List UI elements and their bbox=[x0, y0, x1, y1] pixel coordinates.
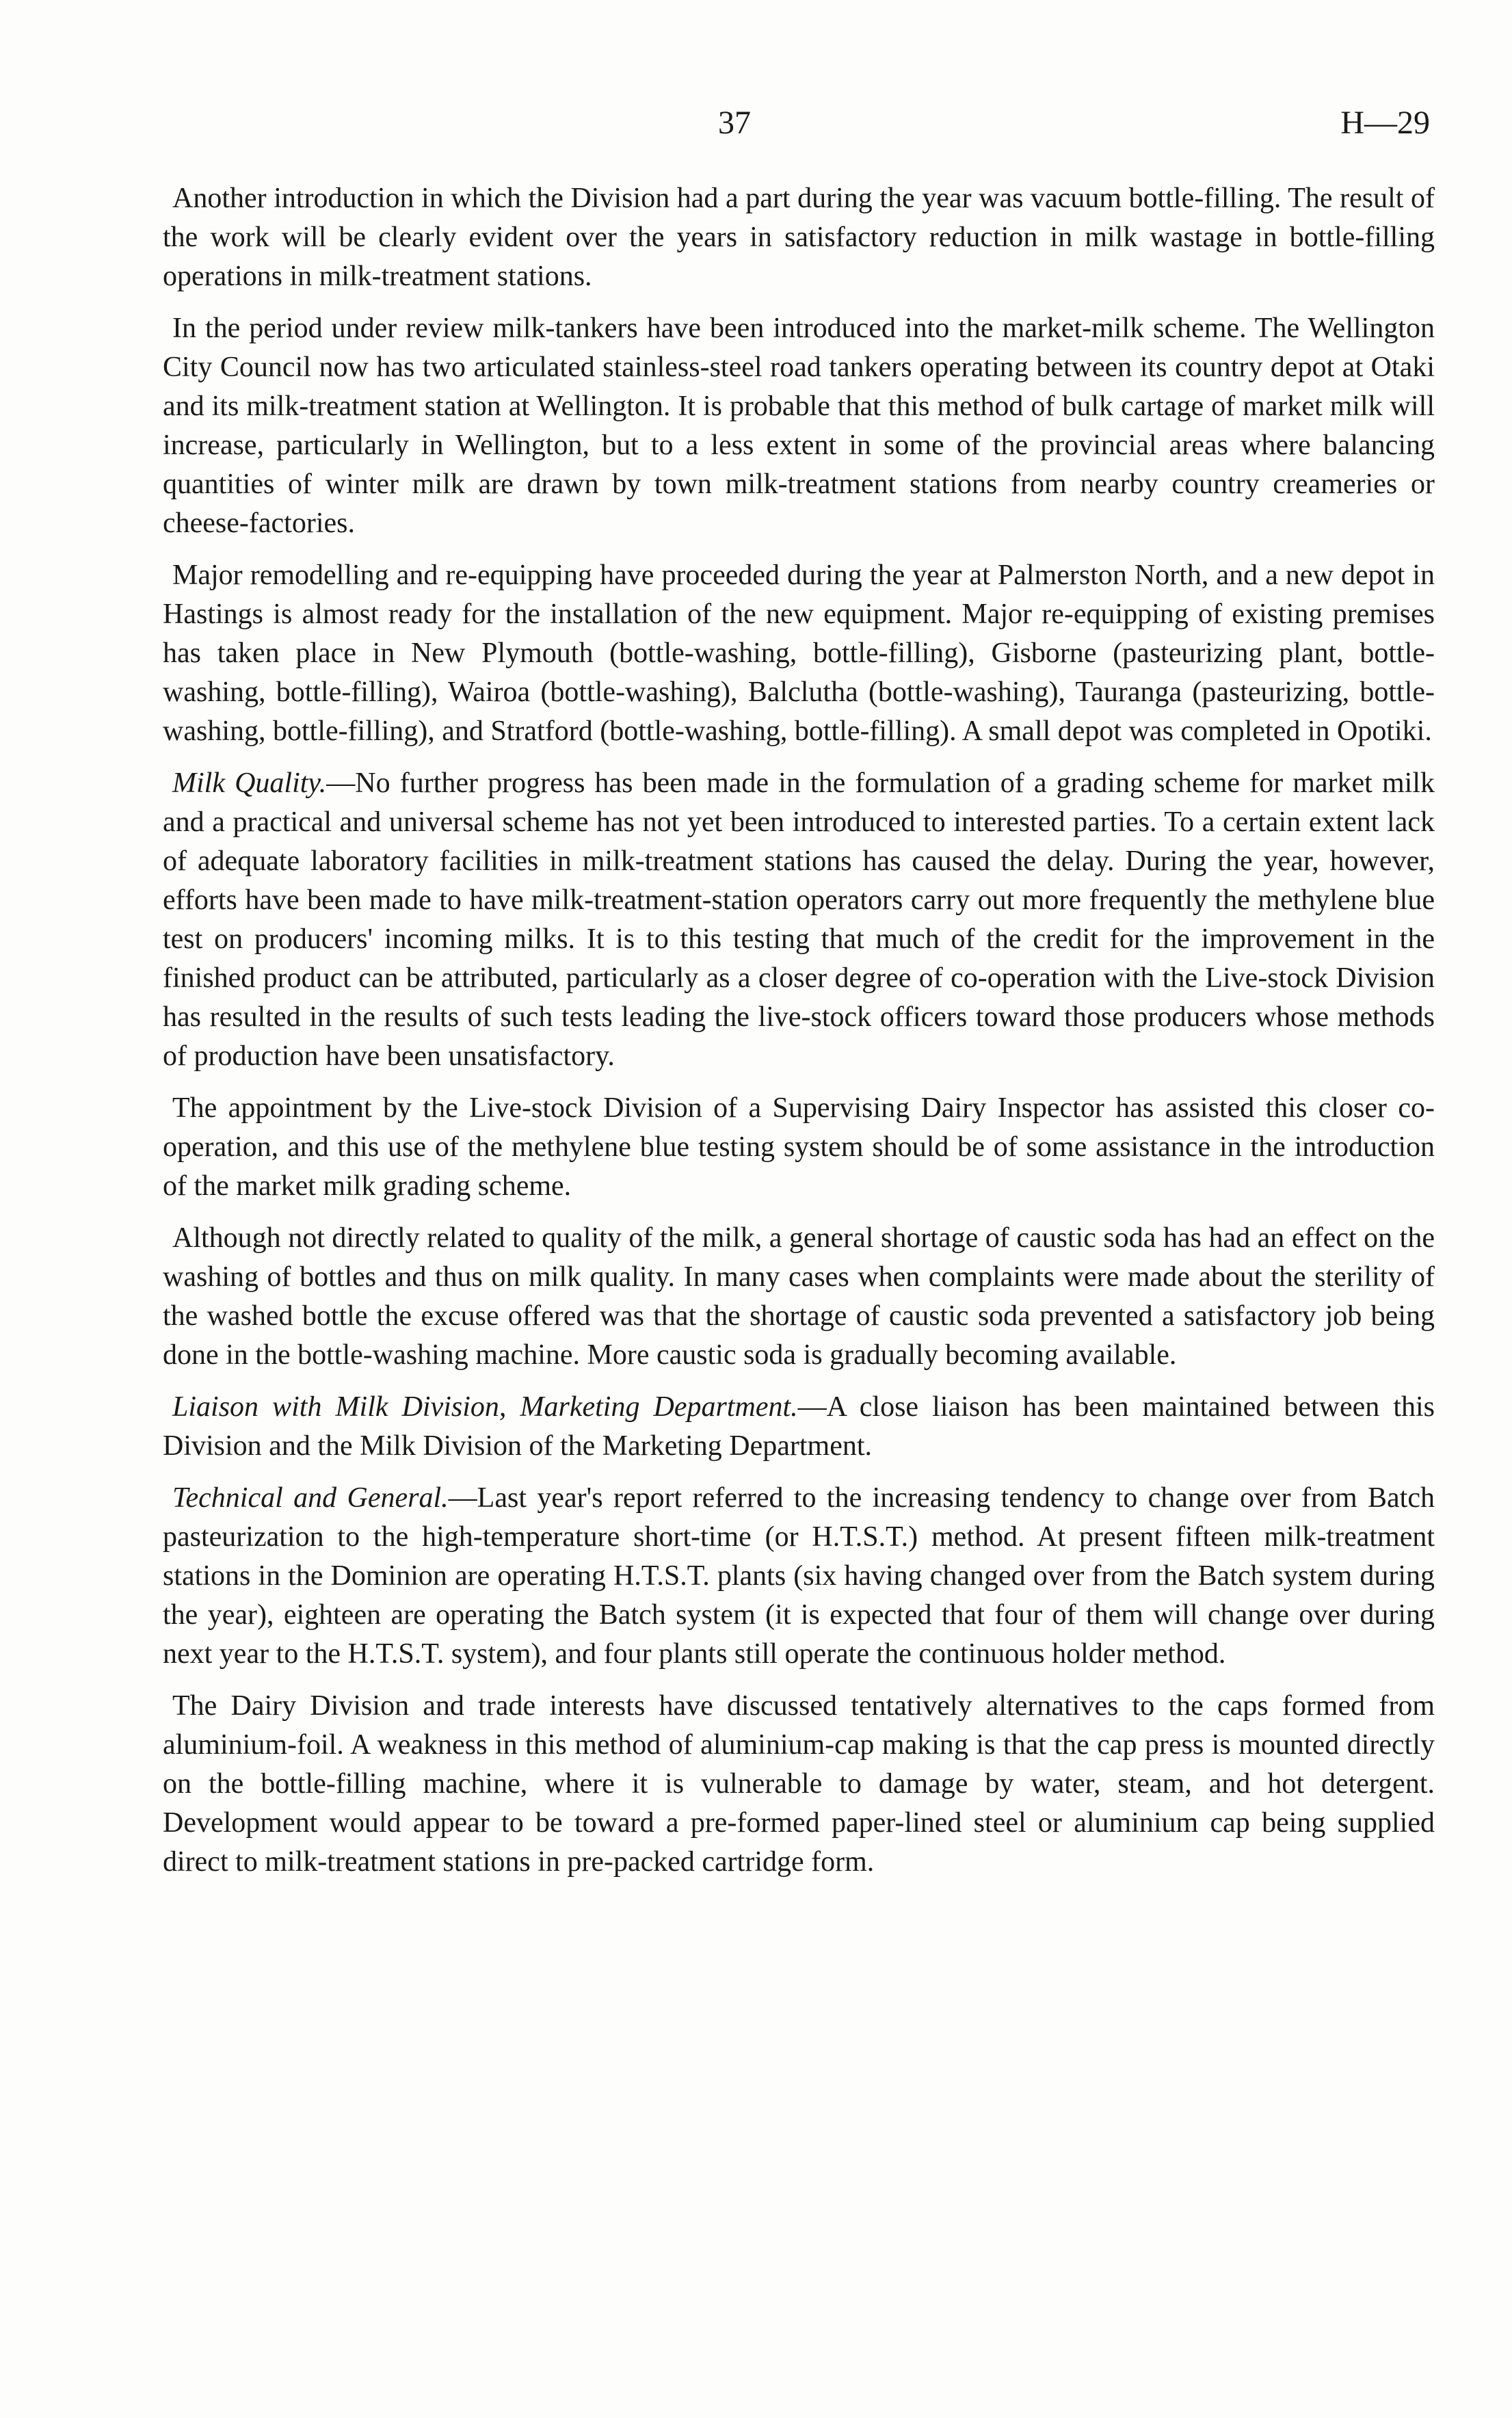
section-heading-technical-general: Technical and General. bbox=[172, 1482, 449, 1514]
paragraph-aluminium-caps: The Dairy Division and trade interests have discussed tentatively alternatives to the caps formed from aluminium-foil. A weakness in this method of aluminium-cap making is that the cap press is mounted directly on the bottle-filling machine, where it is vulnerable to damage by water, steam, and hot detergent. Development would appear to be toward a pre-formed paper-lined steel or aluminium cap being supplied direct to milk-treatment stations in pre-packed cartridge form. bbox=[163, 1690, 1435, 1878]
paragraph-milk-tankers: In the period under review milk-tankers have been introduced into the market-milk scheme. The Wellington City Council now has two articulated stainless-steel road tankers operating between its country depot at Otaki and its milk-treatment station at Wellington. It is probable that this method of bulk cartage of market milk will increase, particularly in Wellington, but to a less extent in some of the provincial areas where balancing quantities of winter milk are drawn by town milk-treatment stations from nearby country creameries or cheese-factories. bbox=[163, 313, 1435, 539]
paragraph-caustic-soda: Although not directly related to quality of the milk, a general shortage of caustic soda has had an effect on the washing of bottles and thus on milk quality. In many cases when complaints were made about the sterility of the washed bottle the excuse offered was that the shortage of caustic soda prevented a satisfactory job being done in the bottle-washing machine. More caustic soda is gradually becoming available. bbox=[163, 1222, 1435, 1371]
page-number: 37 bbox=[718, 105, 751, 141]
body-text bbox=[163, 179, 1435, 1895]
paragraph-technical-general: Technical and General.—Last year's report referred to the increasing tendency to change over from Batch pasteurization to the high-temperature short-time (or H.T.S.T.) method. At present fifteen milk-treatment stations in the Dominion are operating H.T.S.T. plants (six having changed over from the Batch system during the year), eighteen are operating the Batch system (it is expected that four of them will change over during next year to the H.T.S.T. system), and four plants still operate the continuous holder method. bbox=[163, 1482, 1435, 1670]
paragraph-milk-quality: Milk Quality.—No further progress has been made in the formulation of a grading scheme for market milk and a practical and universal scheme has not yet been introduced to interested parties. To a certain extent lack of adequate laboratory facilities in milk-treatment stations has caused the delay. During the year, however, efforts have been made to have milk-treatment-station operators carry out more frequently the methylene blue test on producers' incoming milks. It is to this testing that much of the credit for the improvement in the finished product can be attributed, particularly as a closer degree of co-operation with the Live-stock Division has resulted in the results of such tests leading the live-stock officers toward those producers whose methods of production have been unsatisfactory. bbox=[163, 767, 1435, 1072]
paragraph-remodelling: Major remodelling and re-equipping have proceeded during the year at Palmerston North, and a new depot in Hastings is almost ready for the installation of the new equipment. Major re-equipping of existing premises has taken place in New Plymouth (bottle-washing, bottle-filling), Gisborne (pasteurizing plant, bottle-washing, bottle-filling), Wairoa (bottle-washing), Balclutha (bottle-washing), Tauranga (pasteurizing, bottle-washing, bottle-filling), and Stratford (bottle-washing, bottle-filling). A small depot was completed in Opotiki. bbox=[163, 560, 1435, 747]
section-heading-liaison: Liaison with Milk Division, Marketing Department. bbox=[172, 1391, 798, 1423]
paragraph-vacuum-bottle-filling: Another introduction in which the Division had a part during the year was vacuum bottle-filling. The result of the work will be clearly evident over the years in satisfactory reduction in milk wastage in bottle-filling operations in milk-treatment stations. bbox=[163, 183, 1435, 292]
report-code: H—29 bbox=[1340, 105, 1430, 141]
paragraph-supervising-inspector: The appointment by the Live-stock Division of a Supervising Dairy Inspector has assisted this closer co-operation, and this use of the methylene blue testing system should be of some assistance in the introduction of the market milk grading scheme. bbox=[163, 1092, 1435, 1202]
section-heading-milk-quality: Milk Quality. bbox=[172, 767, 327, 799]
paragraph-liaison: Liaison with Milk Division, Marketing Department.—A close liaison has been maintained between this Division and the Milk Division of the Marketing Department. bbox=[163, 1391, 1435, 1462]
